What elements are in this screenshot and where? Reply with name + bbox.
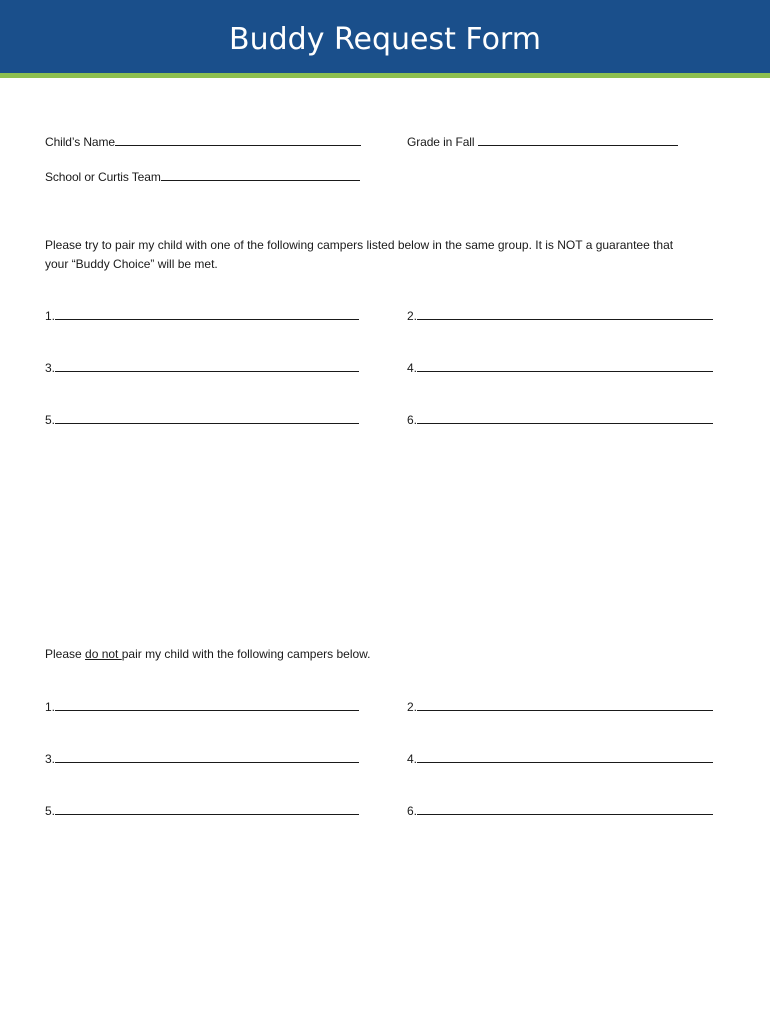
avoid-prefix: Please (45, 647, 86, 661)
item-number: 2. (407, 309, 418, 323)
item-number: 3. (45, 752, 56, 766)
page-title: Buddy Request Form (229, 22, 541, 57)
child-name-field (45, 133, 361, 150)
avoid-emphasis: do not (85, 647, 122, 661)
school-field (45, 168, 360, 185)
buddy-choice-2 (407, 307, 713, 324)
school-label: School or Curtis Team (45, 170, 161, 184)
item-number: 4. (407, 752, 418, 766)
buddy-choice-6-blank[interactable] (417, 411, 713, 424)
school-blank[interactable] (161, 168, 360, 181)
instructions-line-2: your “Buddy Choice” will be met. (45, 257, 218, 271)
buddy-choice-6 (407, 411, 713, 428)
grade-label: Grade in Fall (407, 135, 475, 149)
avoid-choice-6-blank[interactable] (417, 802, 713, 815)
grade-field (407, 133, 678, 150)
item-number: 6. (407, 804, 418, 818)
avoid-pairing-instructions (45, 645, 725, 664)
avoid-choice-5-blank[interactable] (55, 802, 359, 815)
buddy-choice-3-blank[interactable] (55, 359, 359, 372)
buddy-choice-2-blank[interactable] (417, 307, 713, 320)
buddy-choice-1-blank[interactable] (55, 307, 359, 320)
buddy-choice-3 (45, 359, 359, 376)
avoid-choice-1 (45, 698, 359, 715)
avoid-choice-4-blank[interactable] (417, 750, 713, 763)
avoid-choice-1-blank[interactable] (55, 698, 359, 711)
item-number: 1. (45, 700, 56, 714)
instructions-line-1: Please try to pair my child with one of the following campers listed below in the same group. It is NOT a guarantee that (45, 238, 674, 252)
item-number: 1. (45, 309, 56, 323)
buddy-choice-5 (45, 411, 359, 428)
avoid-choice-2-blank[interactable] (417, 698, 713, 711)
avoid-choice-4 (407, 750, 713, 767)
buddy-choice-4-blank[interactable] (417, 359, 713, 372)
item-number: 4. (407, 361, 418, 375)
buddy-choice-5-blank[interactable] (55, 411, 359, 424)
item-number: 6. (407, 413, 418, 427)
avoid-choice-5 (45, 802, 359, 819)
item-number: 5. (45, 804, 56, 818)
header-accent-stripe (0, 73, 770, 78)
avoid-suffix: pair my child with the following campers below. (121, 647, 371, 661)
child-name-label: Child’s Name (45, 135, 115, 149)
item-number: 5. (45, 413, 56, 427)
buddy-request-instructions (45, 236, 725, 274)
child-name-blank[interactable] (115, 133, 361, 146)
avoid-choice-3 (45, 750, 359, 767)
avoid-choice-2 (407, 698, 713, 715)
buddy-choice-4 (407, 359, 713, 376)
item-number: 2. (407, 700, 418, 714)
buddy-choice-1 (45, 307, 359, 324)
avoid-choice-3-blank[interactable] (55, 750, 359, 763)
item-number: 3. (45, 361, 56, 375)
avoid-choice-6 (407, 802, 713, 819)
grade-blank[interactable] (478, 133, 678, 146)
